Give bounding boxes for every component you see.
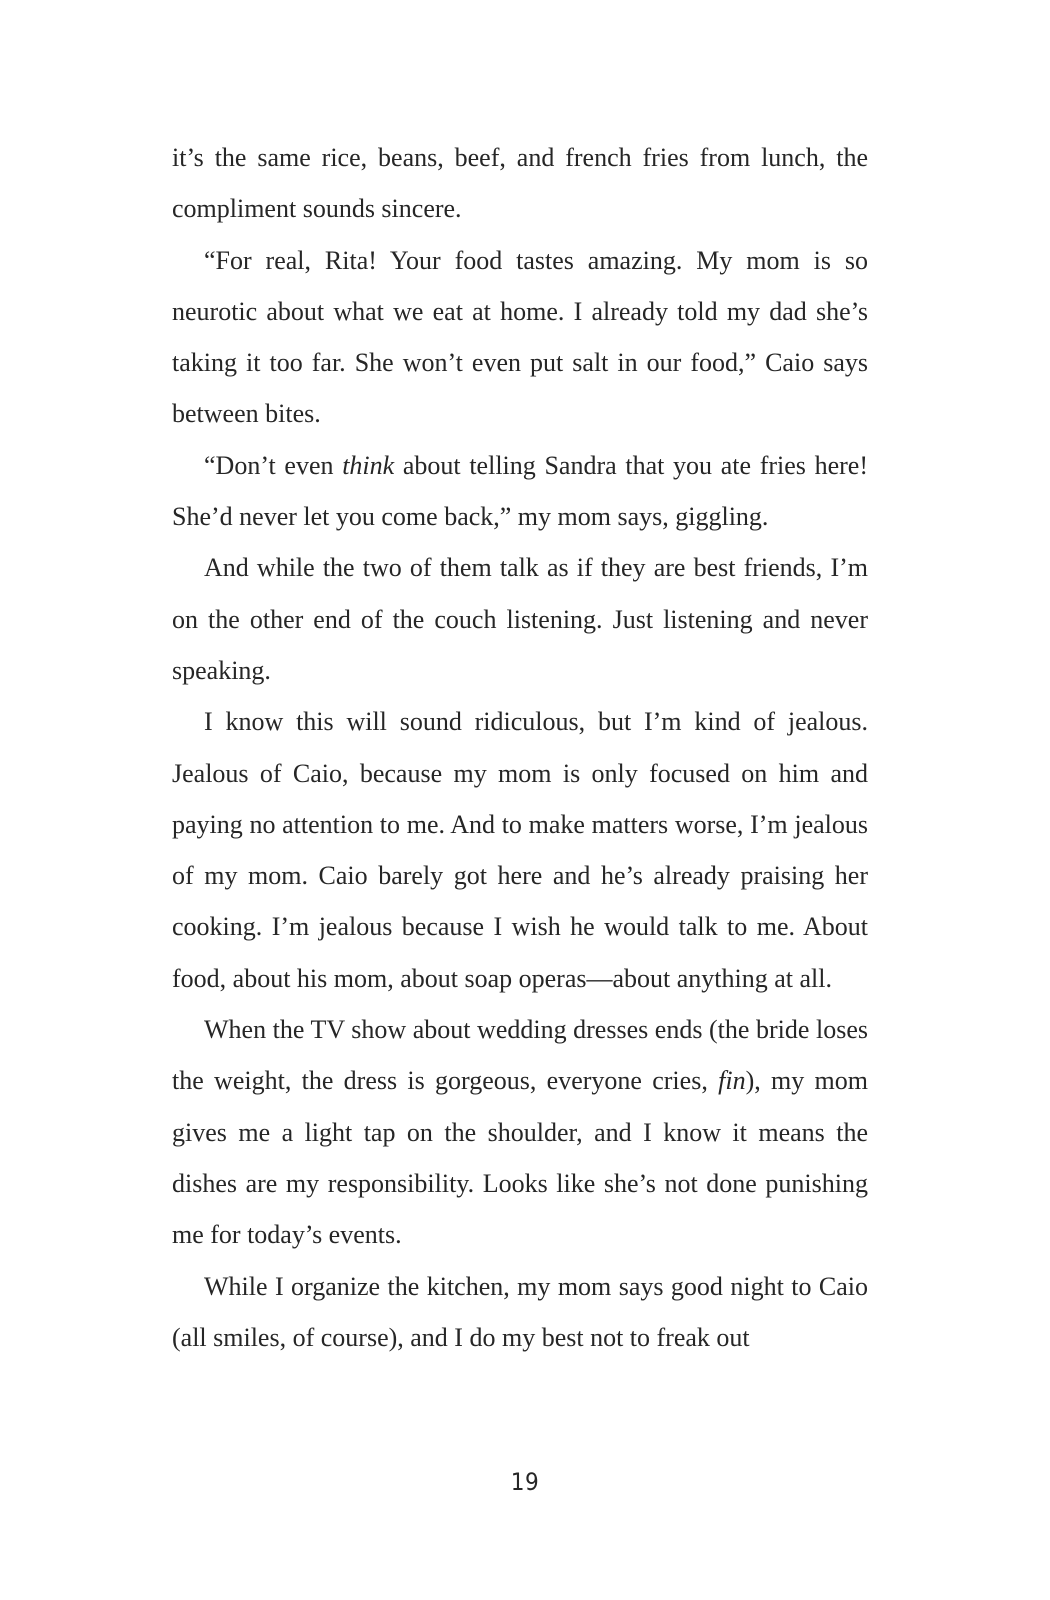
- text-run: “For real, Rita! Your food tastes amazing. My mom is so neurotic about what we eat at home. I already told my dad she’s taking it too far. She won’t even put salt in our food,” Caio says between bites.: [172, 245, 868, 429]
- paragraph: [172, 542, 868, 696]
- italic-text: fin: [718, 1066, 746, 1096]
- text-run: it’s the same rice, beans, beef, and french fries from lunch, the compliment sounds sincere.: [172, 143, 868, 224]
- text-run: While I organize the kitchen, my mom says good night to Caio (all smiles, of course), and I do my best not to freak out: [172, 1271, 868, 1352]
- paragraph: [172, 235, 868, 440]
- page-number: 19: [510, 1468, 540, 1496]
- text-run: I know this will sound ridiculous, but I’m kind of jealous. Jealous of Caio, because my mom is only focused on him and paying no attention to me. And to make matters worse, I’m jealous of my mom. Caio barely got here and he’s already praising her cooking. I’m jealous because I wish he would talk to me. About food, about his mom, about soap operas—about anything at all.: [172, 707, 868, 993]
- body-text: [172, 132, 868, 1363]
- paragraph: [172, 696, 868, 1004]
- text-run: When the TV show about wedding dresses ends (the bride loses the weight, the dress is gorgeous, everyone cries,: [172, 1015, 868, 1096]
- paragraph: [172, 440, 868, 543]
- paragraph: [172, 1261, 868, 1364]
- paragraph: [172, 1004, 868, 1260]
- italic-text: think: [342, 450, 395, 480]
- paragraph: [172, 132, 868, 235]
- text-run: about telling Sandra that you ate fries here! She’d never let you come back,” my mom says, giggling.: [172, 450, 868, 532]
- text-run: “Don’t even: [204, 450, 343, 480]
- text-run: ), my mom gives me a light tap on the shoulder, and I know it means the dishes are my responsibility. Looks like she’s not done punishing me for today’s events.: [172, 1066, 868, 1250]
- text-run: And while the two of them talk as if they are best friends, I’m on the other end of the couch listening. Just listening and never speaking.: [172, 553, 868, 685]
